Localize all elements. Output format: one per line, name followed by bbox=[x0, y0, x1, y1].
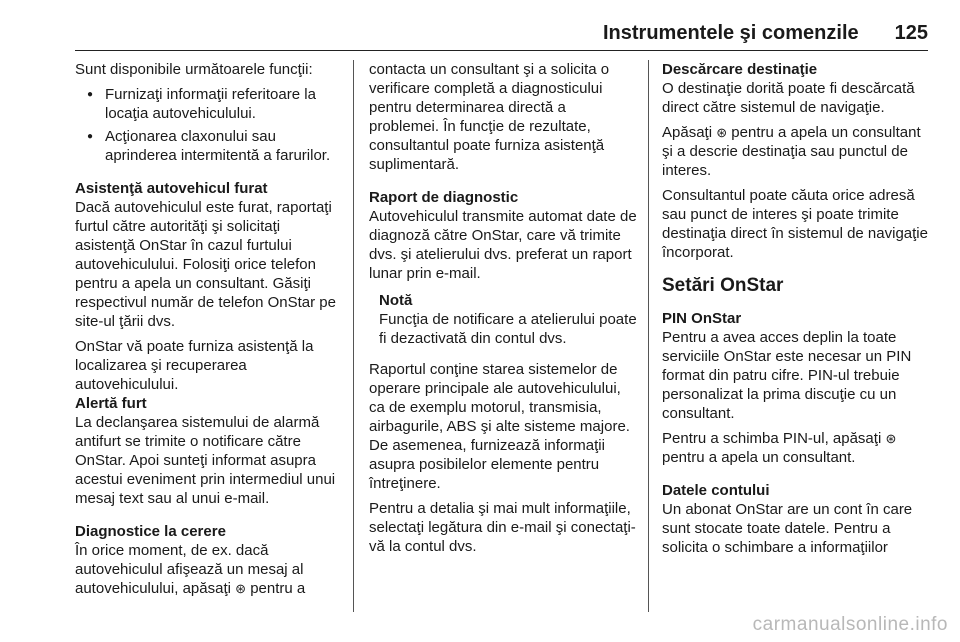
diagnostics-text-end: pentru a bbox=[250, 580, 306, 597]
feature-list bbox=[75, 85, 343, 165]
account-data-heading: Datele contului bbox=[662, 482, 770, 499]
destination-search-text: Consultantul poate căuta orice adresă sau punct de interes şi poate trimite destinaţia direct în sistemul de navigaţie încorporat. bbox=[662, 187, 928, 261]
intro-text: Sunt disponibile următoarele funcţii: bbox=[75, 61, 313, 78]
pin-heading: PIN OnStar bbox=[662, 310, 742, 327]
theft-alert-text: La declanşarea sistemului de alarmă antifurt se trimite o notificare către OnStar. Apoi sunteţi informat asupra acestui eveniment prin intermediul unui mesaj text sau al unui e-mail. bbox=[75, 414, 336, 507]
destination-call-text bbox=[662, 123, 930, 180]
diagnostics-heading: Diagnostice la cerere bbox=[75, 523, 226, 540]
pin-change-text bbox=[662, 429, 930, 467]
destination-call-text-start: Apăsaţi bbox=[662, 124, 713, 141]
page-number: 125 bbox=[894, 22, 928, 44]
diagnostics-continued-text: contacta un consultant şi a solicita o verificare completă a diagnosticului pentru determinarea directă a problemei. În funcţie de rezultate, consultantul poate furniza asistenţă suplimentară. bbox=[369, 61, 610, 173]
onstar-consultant-icon: ⊛ bbox=[716, 125, 728, 140]
destination-download-text: O destinaţie dorită poate fi descărcată direct către sistemul de navigaţie. bbox=[662, 80, 915, 116]
column-3 bbox=[662, 60, 930, 567]
note-box bbox=[369, 291, 637, 348]
section-title: Instrumentele şi comenzile bbox=[602, 22, 859, 44]
column-divider-2 bbox=[648, 60, 649, 612]
onstar-consultant-icon: ⊛ bbox=[885, 431, 897, 446]
diagnostics-text bbox=[75, 541, 343, 598]
diagnostic-report-heading: Raport de diagnostic bbox=[369, 189, 519, 206]
destination-call-text-end: pentru a apela un consultant şi a descrie destinaţia sau punctul de interes. bbox=[662, 124, 921, 179]
onstar-settings-heading: Setări OnStar bbox=[662, 275, 784, 296]
report-details-text: Pentru a detalia şi mai mult informaţiile, selectaţi legătura din e-mail şi conectaţi-vă la contul dvs. bbox=[369, 500, 636, 555]
onstar-consultant-icon: ⊛ bbox=[235, 581, 247, 596]
account-data-text: Un abonat OnStar are un cont în care sunt stocate toate datele. Pentru a solicita o schimbare a informaţiilor bbox=[662, 501, 913, 556]
list-item: ● Acţionarea claxonului sau aprinderea intermitentă a farurilor. bbox=[75, 127, 343, 165]
column-2 bbox=[369, 60, 637, 566]
pin-change-text-end: pentru a apela un consultant. bbox=[662, 449, 856, 466]
site-watermark: carmanualsonline.info bbox=[752, 614, 948, 635]
list-item: ● Furnizaţi informaţii referitoare la locaţia autovehiculului. bbox=[75, 85, 343, 123]
header-rule bbox=[75, 50, 928, 51]
diagnostics-text-start: În orice moment, de ex. dacă autovehiculul afişează un mesaj al autovehiculului, apăsaţi bbox=[75, 542, 304, 597]
stolen-vehicle-text: Dacă autovehiculul este furat, raportaţi furtul către autorităţi şi solicitaţi asistenţă OnStar în cazul furtului autovehiculului. Folosiţi orice telefon pentru a apela un consultant. Găsiţi respectivul număr de telefon OnStar pe site-ul ţării dvs. bbox=[75, 199, 336, 330]
destination-download-heading: Descărcare destinaţie bbox=[662, 61, 818, 78]
diagnostic-report-text: Autovehiculul transmite automat date de diagnoză către OnStar, care vă trimite dvs. şi atelierului dvs. preferat un raport lunar prin e-mail. bbox=[369, 208, 637, 282]
theft-alert-heading: Alertă furt bbox=[75, 395, 147, 412]
header-title bbox=[75, 22, 928, 45]
note-title: Notă bbox=[379, 292, 413, 309]
note-text: Funcţia de notificare a atelierului poate fi dezactivată din contul dvs. bbox=[379, 311, 637, 347]
stolen-vehicle-text-2: OnStar vă poate furniza asistenţă la localizarea şi recuperarea autovehiculului. bbox=[75, 338, 314, 393]
column-divider-1 bbox=[353, 60, 354, 612]
report-contents-text: Raportul conţine starea sistemelor de operare principale ale autovehiculului, ca de exemplu motorul, transmisia, airbagurile, ABS şi alte sisteme majore. De asemenea, furnizează informaţii asupra posibilelor elemente pentru întreţinere. bbox=[369, 361, 630, 492]
column-1 bbox=[75, 60, 343, 608]
page-header bbox=[75, 22, 928, 54]
pin-change-text-start: Pentru a schimba PIN-ul, apăsaţi bbox=[662, 430, 882, 447]
stolen-vehicle-heading: Asistenţă autovehicul furat bbox=[75, 180, 268, 197]
pin-text: Pentru a avea acces deplin la toate serviciile OnStar este necesar un PIN format din patru cifre. PIN-ul trebuie personalizat la prima discuţie cu un consultant. bbox=[662, 329, 912, 422]
